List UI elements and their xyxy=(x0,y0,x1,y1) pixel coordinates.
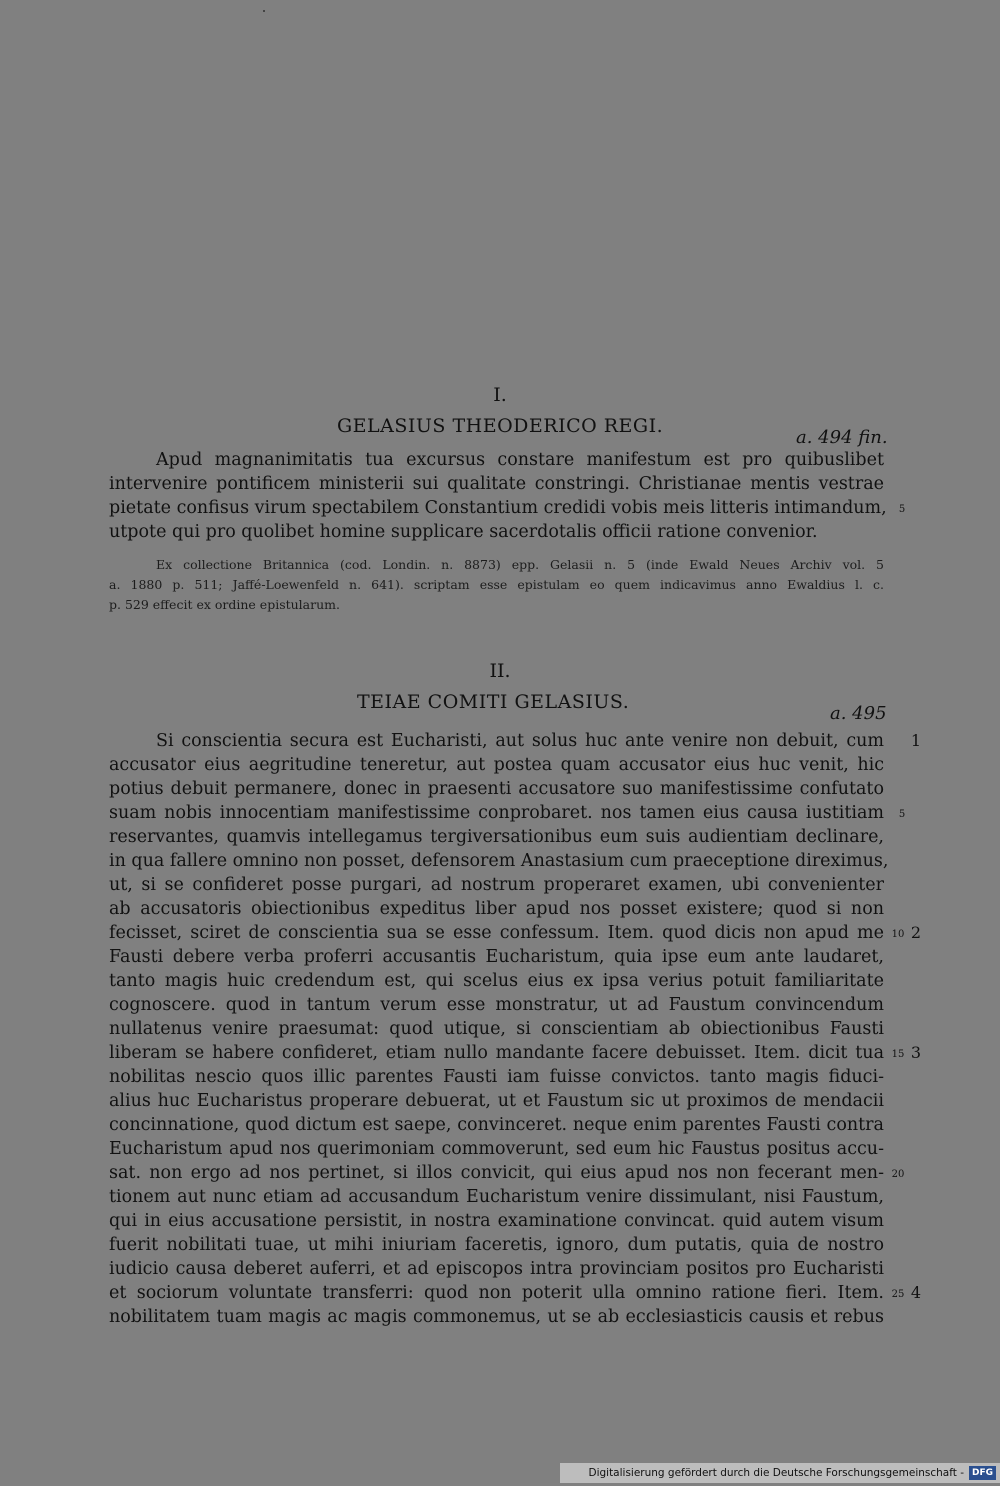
line-number: 10 xyxy=(891,929,905,940)
line-number: 20 xyxy=(891,1169,905,1180)
section-2-line: potius debuit permanere, donec in praesenti accusatore suo manifestissime confutato xyxy=(109,779,884,799)
section-2-line: nullatenus venire praesumat: quod utique, si conscientiam ab obiectionibus Fausti xyxy=(109,1019,884,1039)
line-number: 5 xyxy=(898,809,906,820)
section-2-line: alius huc Eucharistus properare debuerat, ut et Faustum sic ut proximos de mendacii xyxy=(109,1091,884,1111)
section-number: 2 xyxy=(910,923,922,942)
section-1-numeral: I. xyxy=(493,384,507,406)
section-2-title: TEIAE COMITI GELASIUS. xyxy=(357,691,630,713)
section-number: 4 xyxy=(910,1283,922,1302)
scan-speck xyxy=(263,10,265,12)
section-1-line: pietate confisus virum spectabilem Constantium credidi vobis meis litteris intimandum, xyxy=(109,498,887,518)
section-2-line: nobilitatem tuam magis ac magis commonemus, ut se ab ecclesiasticis causis et rebus xyxy=(109,1307,884,1327)
line-number: 25 xyxy=(891,1289,905,1300)
section-2-line: liberam se habere confideret, etiam nullo mandante facere debuisset. Item. dicit tua xyxy=(109,1043,884,1063)
section-2-line: nobilitas nescio quos illic parentes Fausti iam fuisse convictos. tanto magis fiduci- xyxy=(109,1067,884,1087)
section-2-line: iudicio causa deberet auferri, et ad episcopos intra provinciam positos pro Eucharisti xyxy=(109,1259,884,1279)
section-2-line: fuerit nobilitati tuae, ut mihi iniuriam faceretis, ignoro, dum putatis, quia de nostro xyxy=(109,1235,884,1255)
source-note-line: a. 1880 p. 511; Jaffé-Loewenfeld n. 641). scriptam esse epistulam eo quem indicavimus anno Ewaldius l. c. xyxy=(109,577,884,592)
source-note-line: Ex collectione Britannica (cod. Londin. n. 8873) epp. Gelasii n. 5 (inde Ewald Neues Archiv vol. 5 xyxy=(156,557,884,572)
section-2-line: Si conscientia secura est Eucharisti, aut solus huc ante venire non debuit, cum xyxy=(156,731,884,751)
section-2-line: suam nobis innocentiam manifestissime conprobaret. nos tamen eius causa iustitiam xyxy=(109,803,884,823)
section-2-numeral: II. xyxy=(489,660,511,682)
section-1-line: intervenire pontificem ministerii sui qualitate constringi. Christianae mentis vestrae xyxy=(109,474,884,494)
section-1-date: a. 494 fin. xyxy=(796,427,888,448)
line-number: 15 xyxy=(891,1049,905,1060)
section-2-line: in qua fallere omnino non posset, defensorem Anastasium cum praeceptione direximus, xyxy=(109,851,889,871)
section-2-line: fecisset, sciret de conscientia sua se esse confessum. Item. quod dicis non apud me xyxy=(109,923,884,943)
dfg-logo: DFG xyxy=(969,1466,996,1480)
section-2-line: qui in eius accusatione persistit, in nostra examinatione convincat. quid autem visum xyxy=(109,1211,884,1231)
section-2-line: tanto magis huic credendum est, qui scelus eius ex ipsa verius potuit familiaritate xyxy=(109,971,884,991)
source-note-line: p. 529 effecit ex ordine epistularum. xyxy=(109,597,340,612)
section-2-line: tionem aut nunc etiam ad accusandum Eucharistum venire dissimulant, nisi Faustum, xyxy=(109,1187,884,1207)
section-2-line: sat. non ergo ad nos pertinet, si illos convicit, qui eius apud nos non fecerant men- xyxy=(109,1163,884,1183)
section-2-line: cognoscere. quod in tantum verum esse monstratur, ut ad Faustum convincendum xyxy=(109,995,884,1015)
section-2-line: reservantes, quamvis intellegamus tergiversationibus eum suis audientiam declinare, xyxy=(109,827,884,847)
section-2-line: Fausti debere verba proferri accusantis Eucharistum, quia ipse eum ante laudaret, xyxy=(109,947,884,967)
section-1-line: utpote qui pro quolibet homine supplicare sacerdotalis officii ratione convenior. xyxy=(109,522,818,542)
section-2-line: et sociorum voluntate transferri: quod non poterit ulla omnino ratione fieri. Item. xyxy=(109,1283,884,1303)
section-2-line: ut, si se confideret posse purgari, ad nostrum properaret examen, ubi convenienter xyxy=(109,875,884,895)
section-1-title: GELASIUS THEODERICO REGI. xyxy=(337,415,664,437)
section-2-line: Eucharistum apud nos querimoniam commoverunt, sed eum hic Faustus positus accu- xyxy=(109,1139,884,1159)
digitization-credit xyxy=(560,1463,1000,1483)
section-number: 3 xyxy=(910,1043,922,1062)
section-number: 1 xyxy=(910,731,922,750)
section-2-line: ab accusatoris obiectionibus expeditus liber apud nos posset existere; quod si non xyxy=(109,899,884,919)
section-1-line: Apud magnanimitatis tua excursus constare manifestum est pro quibuslibet xyxy=(156,450,884,470)
digitization-credit-text: Digitalisierung gefördert durch die Deutsche Forschungsgemeinschaft - xyxy=(588,1467,964,1479)
line-number: 5 xyxy=(898,504,906,515)
section-2-line: concinnatione, quod dictum est saepe, convinceret. neque enim parentes Fausti contra xyxy=(109,1115,884,1135)
section-2-line: accusator eius aegritudine teneretur, aut postea quam accusator eius huc venit, hic xyxy=(109,755,884,775)
section-2-date: a. 495 xyxy=(830,703,887,724)
